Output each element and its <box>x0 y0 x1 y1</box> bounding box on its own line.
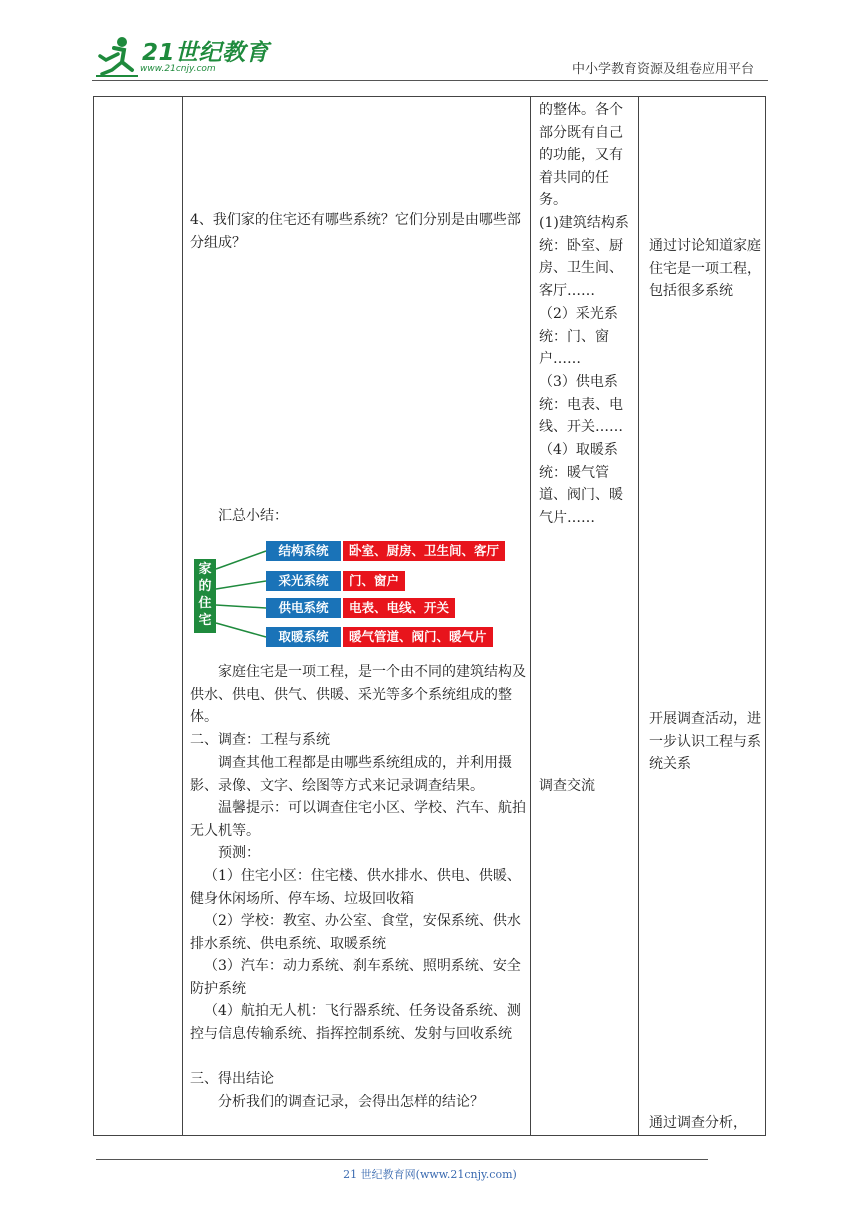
col3-item: （2）采光系统：门、窗户…… <box>539 306 618 368</box>
system-parts: 电表、电线、开关 <box>343 598 455 618</box>
predict-label: 预测： <box>218 845 260 861</box>
header-divider <box>92 80 768 81</box>
system-label: 采光系统 <box>266 571 341 591</box>
system-label: 供电系统 <box>266 598 341 618</box>
prediction-item: （1）住宅小区：住宅楼、供水排水、供电、供暖、健身休闲场所、停车场、垃圾回收箱 <box>190 868 521 907</box>
col3-item: （4）取暖系统：暖气管道、阀门、暖气片…… <box>539 442 623 526</box>
question-4: 4、我们家的住宅还有哪些系统？它们分别是由哪些部分组成？ <box>190 212 521 251</box>
platform-name: 中小学教育资源及组卷应用平台 <box>571 62 754 77</box>
section-3-question: 分析我们的调查记录，会得出怎样的结论？ <box>218 1094 484 1110</box>
system-parts: 门、窗户 <box>343 571 405 591</box>
col3-survey: 调查交流 <box>539 778 595 794</box>
survey-tip: 温馨提示：可以调查住宅小区、学校、汽车、航拍无人机等。 <box>190 800 526 839</box>
table-col-divider <box>638 97 639 1135</box>
summary-label: 汇总小结： <box>218 508 288 524</box>
lesson-table <box>93 96 766 1136</box>
house-system-diagram <box>190 525 530 655</box>
system-label: 结构系统 <box>266 541 341 561</box>
col4-note: 通过调查分析， <box>649 1115 747 1131</box>
system-parts: 暖气管道、阀门、暖气片 <box>343 627 493 647</box>
col3-item: (1)建筑结构系统：卧室、厨房、卫生间、客厅…… <box>539 215 629 299</box>
prediction-item: （2）学校：教室、办公室、食堂，安保系统、供水排水系统、供电系统、取暖系统 <box>190 913 521 952</box>
col3-intro: 的整体。各个部分既有自己的功能，又有着共同的任务。 <box>539 102 623 209</box>
prediction-item: （4）航拍无人机：飞行器系统、任务设备系统、测控与信息传输系统、指挥控制系统、发射与回收系统 <box>190 1003 521 1042</box>
system-parts: 卧室、厨房、卫生间、客厅 <box>343 541 505 561</box>
diagram-root: 家的住宅 <box>194 559 216 633</box>
col3-item: （3）供电系统：电表、电线、开关…… <box>539 374 623 436</box>
logo-text: 21世纪教育 <box>142 40 270 66</box>
col4-note: 开展调查活动，进一步认识工程与系统关系 <box>649 711 761 773</box>
section-3-title: 三、得出结论 <box>190 1071 274 1087</box>
system-label: 取暖系统 <box>266 627 341 647</box>
conclusion-paragraph: 家庭住宅是一项工程，是一个由不同的建筑结构及供水、供电、供气、供暖、采光等多个系统组成的整体。 <box>190 664 526 726</box>
table-col-divider <box>182 97 183 1135</box>
footer-text: 21 世纪教育网(www.21cnjy.com) <box>343 1168 517 1181</box>
table-col-divider <box>530 97 531 1135</box>
col4-note: 通过讨论知道家庭住宅是一项工程，包括很多系统 <box>649 238 761 300</box>
logo-url: www.21cnjy.com <box>140 64 216 74</box>
footer-divider <box>96 1159 708 1160</box>
survey-task: 调查其他工程都是由哪些系统组成的，并利用摄影、录像、文字、绘图等方式来记录调查结果。 <box>190 755 512 794</box>
logo-runner-icon <box>92 34 142 80</box>
section-2-title: 二、调查：工程与系统 <box>190 732 330 748</box>
prediction-item: （3）汽车：动力系统、刹车系统、照明系统、安全防护系统 <box>190 958 521 997</box>
